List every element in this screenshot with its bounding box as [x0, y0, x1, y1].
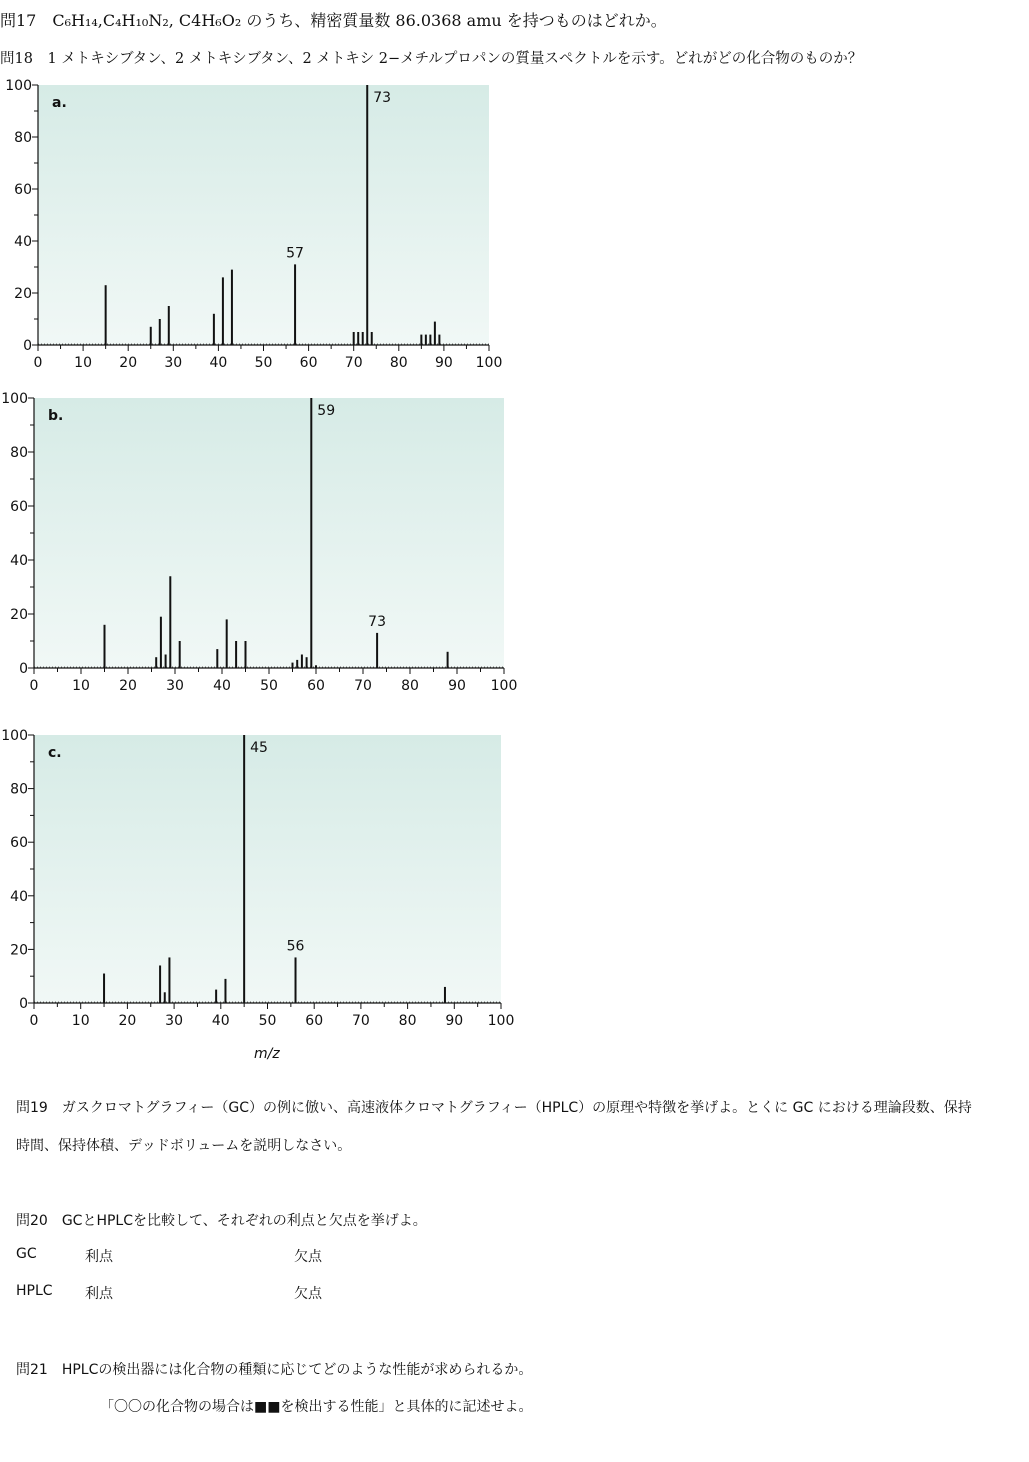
y-tick-label: 80 — [10, 445, 28, 461]
x-tick-label: 70 — [344, 355, 363, 371]
panel-label: c. — [48, 745, 62, 761]
x-tick-label: 30 — [164, 355, 183, 371]
x-tick-label: 80 — [398, 1013, 417, 1029]
question-21-line-1: 問21 HPLCの検出器には化合物の種類に応じてどのような性能が求められるか。 — [16, 1362, 533, 1378]
question-18: 問18 1 メトキシブタン、2 メトキシブタン、2 メトキシ 2−メチルプロパンの質量スペクトルを示す。どれがどの化合物のものか？ — [0, 51, 863, 67]
peak-label: 73 — [368, 613, 387, 630]
y-tick-label: 60 — [10, 835, 28, 852]
x-tick-label: 60 — [307, 678, 325, 694]
x-tick-label: 40 — [213, 678, 231, 694]
x-tick-label: 50 — [260, 678, 278, 694]
x-tick-label: 100 — [490, 678, 518, 694]
x-tick-label: 80 — [389, 355, 408, 371]
spectrum-b-svg — [0, 392, 530, 692]
x-axis-label: m/z — [254, 1046, 280, 1062]
q20-row-gc-disadvantage: 欠点 — [294, 1249, 322, 1265]
y-tick-label: 60 — [10, 499, 28, 515]
x-tick-label: 70 — [351, 1013, 370, 1029]
x-tick-label: 100 — [475, 355, 503, 371]
peak-label: 56 — [286, 938, 305, 955]
x-tick-label: 0 — [29, 678, 39, 694]
x-tick-label: 90 — [448, 678, 466, 694]
x-tick-label: 60 — [305, 1013, 324, 1029]
q20-row-hplc-name: HPLC — [16, 1283, 53, 1299]
y-tick-label: 0 — [19, 661, 28, 677]
x-tick-label: 20 — [119, 355, 138, 371]
x-tick-label: 10 — [74, 355, 93, 371]
x-tick-label: 100 — [487, 1013, 515, 1029]
x-tick-label: 40 — [211, 1013, 230, 1029]
q20-row-gc-name: GC — [16, 1246, 37, 1262]
x-tick-label: 30 — [165, 1013, 184, 1029]
question-21-line-2: 「〇〇の化合物の場合は■■を検出する性能」と具体的に記述せよ。 — [100, 1399, 533, 1415]
x-tick-label: 60 — [299, 355, 318, 371]
y-tick-label: 80 — [14, 130, 32, 146]
question-19-line-1: 問19 ガスクロマトグラフィー（GC）の例に倣い、高速液体クロマトグラフィー（HPLC）の原理や特徴を挙げよ。とくに GC における理論段数、保持 — [16, 1100, 972, 1116]
spectrum-chart-c — [0, 728, 530, 1028]
y-tick-label: 100 — [1, 391, 28, 407]
q20-row-gc-advantage: 利点 — [85, 1249, 113, 1265]
y-tick-label: 40 — [10, 888, 28, 905]
x-tick-label: 10 — [72, 678, 90, 694]
y-tick-label: 100 — [5, 78, 32, 94]
panel-label: b. — [48, 408, 64, 424]
spectrum-c-svg — [0, 728, 530, 1028]
spectrum-a-svg — [0, 80, 520, 375]
peak-label: 57 — [286, 245, 304, 262]
question-17: 問17 C₆H₁₄,C₄H₁₀N₂, C4H₆O₂ のうち、精密質量数 86.0368 amu を持つものはどれか。 — [0, 11, 667, 30]
x-tick-label: 70 — [354, 678, 372, 694]
x-tick-label: 80 — [401, 678, 419, 694]
y-tick-label: 80 — [10, 781, 28, 798]
plot-area — [34, 735, 501, 1003]
x-tick-label: 10 — [71, 1013, 90, 1029]
panel-label: a. — [52, 95, 67, 111]
y-tick-label: 60 — [14, 182, 32, 198]
question-20: 問20 GCとHPLCを比較して、それぞれの利点と欠点を挙げよ。 — [16, 1213, 427, 1229]
question-19-line-2: 時間、保持体積、デッドボリュームを説明しなさい。 — [16, 1138, 352, 1154]
y-tick-label: 20 — [14, 286, 32, 302]
x-tick-label: 90 — [445, 1013, 464, 1029]
x-tick-label: 0 — [29, 1013, 39, 1029]
x-tick-label: 20 — [118, 1013, 137, 1029]
y-tick-label: 40 — [10, 553, 28, 569]
q20-row-hplc-advantage: 利点 — [85, 1286, 113, 1302]
y-tick-label: 100 — [1, 728, 28, 744]
x-tick-label: 50 — [258, 1013, 277, 1029]
y-tick-label: 20 — [10, 942, 28, 959]
y-tick-label: 0 — [19, 996, 28, 1012]
spectrum-chart-a — [0, 80, 520, 375]
q20-row-hplc-disadvantage: 欠点 — [294, 1286, 322, 1302]
y-tick-label: 0 — [23, 338, 32, 354]
y-tick-label: 40 — [14, 234, 32, 250]
x-tick-label: 50 — [254, 355, 273, 371]
peak-label: 59 — [317, 403, 336, 419]
x-tick-label: 20 — [119, 678, 137, 694]
spectrum-chart-b — [0, 392, 530, 692]
x-tick-label: 0 — [33, 355, 43, 371]
peak-label: 45 — [250, 740, 268, 756]
y-tick-label: 20 — [10, 607, 28, 623]
x-tick-label: 30 — [166, 678, 184, 694]
x-tick-label: 90 — [434, 355, 453, 371]
x-tick-label: 40 — [209, 355, 228, 371]
peak-label: 73 — [373, 90, 392, 106]
